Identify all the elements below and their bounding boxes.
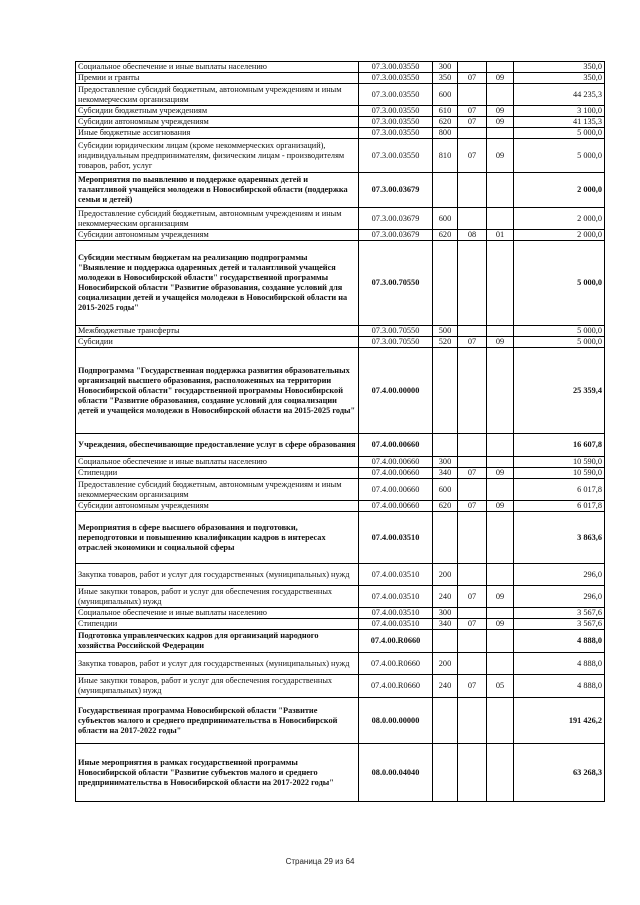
cell-code: 07.3.00.03550 bbox=[359, 139, 433, 173]
cell-section bbox=[458, 241, 487, 326]
cell-expense-type: 240 bbox=[433, 675, 458, 698]
cell-expense-type: 300 bbox=[433, 608, 458, 619]
cell-subsection bbox=[487, 173, 514, 208]
cell-name: Социальное обеспечение и иные выплаты населению bbox=[76, 457, 359, 468]
cell-code: 07.4.00.00660 bbox=[359, 479, 433, 501]
cell-expense-type: 600 bbox=[433, 479, 458, 501]
cell-subsection bbox=[487, 348, 514, 434]
table-row bbox=[76, 139, 605, 173]
cell-name: Иные закупки товаров, работ и услуг для обеспечения государственных (муниципальных) нужд bbox=[76, 586, 359, 608]
cell-name: Государственная программа Новосибирской области "Развитие субъектов малого и среднего предпринимательства в Новосибирской области на 2017-2022 годы" bbox=[76, 698, 359, 744]
cell-name: Социальное обеспечение и иные выплаты населению bbox=[76, 608, 359, 619]
cell-section: 07 bbox=[458, 675, 487, 698]
table-row bbox=[76, 84, 605, 106]
cell-subsection: 05 bbox=[487, 675, 514, 698]
table-row bbox=[76, 326, 605, 337]
cell-code: 07.3.00.03550 bbox=[359, 62, 433, 73]
cell-section: 07 bbox=[458, 468, 487, 479]
cell-section bbox=[458, 479, 487, 501]
table-row bbox=[76, 62, 605, 73]
table-row bbox=[76, 512, 605, 564]
cell-name: Предоставление субсидий бюджетным, автономным учреждениям и иным некоммерческим организациям bbox=[76, 479, 359, 501]
cell-name: Иные бюджетные ассигнования bbox=[76, 128, 359, 139]
cell-subsection bbox=[487, 434, 514, 457]
cell-name: Субсидии местным бюджетам на реализацию подпрограммы "Выявление и поддержка одаренных детей и талантливой учащейся молодежи в Новосибирской области" государственной программы Новосибирской области "Развитие образования, создание условий для социализации детей и учащейся молодежи в Новосибирской области на 2015-2025 годы" bbox=[76, 241, 359, 326]
cell-expense-type: 610 bbox=[433, 106, 458, 117]
table-row bbox=[76, 117, 605, 128]
cell-name: Закупка товаров, работ и услуг для государственных (муниципальных) нужд bbox=[76, 564, 359, 586]
cell-amount: 5 000,0 bbox=[514, 337, 605, 348]
cell-amount: 350,0 bbox=[514, 73, 605, 84]
cell-amount: 191 426,2 bbox=[514, 698, 605, 744]
cell-code: 07.3.00.03679 bbox=[359, 230, 433, 241]
cell-section bbox=[458, 173, 487, 208]
cell-code: 07.3.00.03679 bbox=[359, 173, 433, 208]
table-row bbox=[76, 744, 605, 802]
cell-amount: 6 017,8 bbox=[514, 501, 605, 512]
cell-name: Субсидии юридическим лицам (кроме некоммерческих организаций), индивидуальным предпринимателям, физическим лицам - производителям товаров, работ, услуг bbox=[76, 139, 359, 173]
cell-name: Субсидии автономным учреждениям bbox=[76, 501, 359, 512]
table-row bbox=[76, 128, 605, 139]
cell-section bbox=[458, 653, 487, 675]
cell-subsection: 09 bbox=[487, 73, 514, 84]
table-row bbox=[76, 675, 605, 698]
cell-subsection: 09 bbox=[487, 501, 514, 512]
cell-subsection bbox=[487, 457, 514, 468]
table-row bbox=[76, 564, 605, 586]
cell-subsection bbox=[487, 128, 514, 139]
cell-subsection bbox=[487, 698, 514, 744]
cell-subsection: 09 bbox=[487, 337, 514, 348]
cell-amount: 25 359,4 bbox=[514, 348, 605, 434]
cell-expense-type: 810 bbox=[433, 139, 458, 173]
cell-section: 07 bbox=[458, 106, 487, 117]
cell-expense-type: 620 bbox=[433, 501, 458, 512]
cell-expense-type: 300 bbox=[433, 62, 458, 73]
cell-expense-type: 340 bbox=[433, 619, 458, 630]
table-row bbox=[76, 619, 605, 630]
table-row bbox=[76, 241, 605, 326]
cell-amount: 16 607,8 bbox=[514, 434, 605, 457]
table-row bbox=[76, 230, 605, 241]
cell-expense-type bbox=[433, 630, 458, 653]
cell-section bbox=[458, 84, 487, 106]
cell-amount: 6 017,8 bbox=[514, 479, 605, 501]
cell-section: 07 bbox=[458, 117, 487, 128]
cell-code: 07.3.00.70550 bbox=[359, 337, 433, 348]
table-row bbox=[76, 73, 605, 84]
cell-subsection bbox=[487, 326, 514, 337]
cell-name: Предоставление субсидий бюджетным, автономным учреждениям и иным некоммерческим организациям bbox=[76, 208, 359, 230]
cell-name: Премии и гранты bbox=[76, 73, 359, 84]
cell-expense-type bbox=[433, 434, 458, 457]
cell-amount: 5 000,0 bbox=[514, 241, 605, 326]
cell-name: Субсидии автономным учреждениям bbox=[76, 230, 359, 241]
page-footer: Страница 29 из 64 bbox=[285, 857, 355, 866]
cell-name: Мероприятия по выявлению и поддержке одаренных детей и талантливой учащейся молодежи в Новосибирской области (поддержка семьи и детей) bbox=[76, 173, 359, 208]
cell-amount: 10 590,0 bbox=[514, 457, 605, 468]
cell-expense-type bbox=[433, 173, 458, 208]
cell-code: 07.4.00.R0660 bbox=[359, 675, 433, 698]
cell-amount: 4 888,0 bbox=[514, 653, 605, 675]
table-row bbox=[76, 608, 605, 619]
cell-name: Субсидии bbox=[76, 337, 359, 348]
cell-subsection: 01 bbox=[487, 230, 514, 241]
cell-name: Субсидии бюджетным учреждениям bbox=[76, 106, 359, 117]
table-row bbox=[76, 586, 605, 608]
cell-subsection bbox=[487, 653, 514, 675]
cell-section bbox=[458, 744, 487, 802]
cell-section: 07 bbox=[458, 619, 487, 630]
cell-amount: 44 235,3 bbox=[514, 84, 605, 106]
cell-code: 07.4.00.R0660 bbox=[359, 630, 433, 653]
cell-section bbox=[458, 512, 487, 564]
cell-section bbox=[458, 630, 487, 653]
cell-code: 07.3.00.03550 bbox=[359, 128, 433, 139]
cell-code: 07.4.00.03510 bbox=[359, 512, 433, 564]
table-row bbox=[76, 501, 605, 512]
cell-section bbox=[458, 698, 487, 744]
cell-amount: 3 567,6 bbox=[514, 608, 605, 619]
cell-code: 07.4.00.03510 bbox=[359, 608, 433, 619]
cell-section: 07 bbox=[458, 139, 487, 173]
cell-amount: 63 268,3 bbox=[514, 744, 605, 802]
cell-code: 07.3.00.03550 bbox=[359, 106, 433, 117]
cell-code: 07.4.00.00660 bbox=[359, 468, 433, 479]
cell-section bbox=[458, 62, 487, 73]
cell-code: 07.4.00.03510 bbox=[359, 564, 433, 586]
cell-expense-type: 200 bbox=[433, 564, 458, 586]
budget-table bbox=[75, 61, 605, 802]
cell-amount: 2 000,0 bbox=[514, 230, 605, 241]
cell-section bbox=[458, 208, 487, 230]
cell-code: 07.3.00.70550 bbox=[359, 241, 433, 326]
cell-subsection bbox=[487, 241, 514, 326]
cell-name: Межбюджетные трансферты bbox=[76, 326, 359, 337]
cell-amount: 350,0 bbox=[514, 62, 605, 73]
cell-name: Подпрограмма "Государственная поддержка развития образовательных организаций высшего образования, расположенных на территории Новосибирской области" государственной программы Новосибирской области "Развитие образования, создание условий для социализации детей и учащейся молодежи в Новосибирской области на 2015-2025 годы" bbox=[76, 348, 359, 434]
cell-subsection bbox=[487, 744, 514, 802]
cell-subsection bbox=[487, 62, 514, 73]
cell-expense-type: 600 bbox=[433, 84, 458, 106]
cell-subsection: 09 bbox=[487, 106, 514, 117]
cell-subsection bbox=[487, 608, 514, 619]
cell-expense-type: 200 bbox=[433, 653, 458, 675]
cell-expense-type: 620 bbox=[433, 117, 458, 128]
table-row bbox=[76, 106, 605, 117]
cell-subsection: 09 bbox=[487, 117, 514, 128]
cell-amount: 4 888,0 bbox=[514, 630, 605, 653]
cell-expense-type: 600 bbox=[433, 208, 458, 230]
cell-expense-type: 340 bbox=[433, 468, 458, 479]
cell-code: 07.3.00.70550 bbox=[359, 326, 433, 337]
cell-code: 07.4.00.00660 bbox=[359, 501, 433, 512]
table-row bbox=[76, 434, 605, 457]
cell-expense-type: 500 bbox=[433, 326, 458, 337]
cell-expense-type: 620 bbox=[433, 230, 458, 241]
cell-amount: 2 000,0 bbox=[514, 173, 605, 208]
table-row bbox=[76, 468, 605, 479]
cell-section: 07 bbox=[458, 586, 487, 608]
cell-subsection: 09 bbox=[487, 139, 514, 173]
table-row bbox=[76, 457, 605, 468]
cell-expense-type bbox=[433, 512, 458, 564]
cell-subsection bbox=[487, 84, 514, 106]
cell-subsection bbox=[487, 630, 514, 653]
cell-code: 07.4.00.R0660 bbox=[359, 653, 433, 675]
table-row bbox=[76, 653, 605, 675]
cell-name: Иные закупки товаров, работ и услуг для обеспечения государственных (муниципальных) нужд bbox=[76, 675, 359, 698]
table-row bbox=[76, 698, 605, 744]
cell-code: 07.3.00.03679 bbox=[359, 208, 433, 230]
cell-subsection: 09 bbox=[487, 586, 514, 608]
table-row bbox=[76, 208, 605, 230]
cell-expense-type: 800 bbox=[433, 128, 458, 139]
cell-expense-type: 350 bbox=[433, 73, 458, 84]
cell-section: 08 bbox=[458, 230, 487, 241]
cell-code: 08.0.00.00000 bbox=[359, 698, 433, 744]
cell-expense-type bbox=[433, 698, 458, 744]
cell-name: Стипендии bbox=[76, 468, 359, 479]
cell-name: Социальное обеспечение и иные выплаты населению bbox=[76, 62, 359, 73]
cell-section bbox=[458, 326, 487, 337]
table-row bbox=[76, 337, 605, 348]
cell-subsection: 09 bbox=[487, 619, 514, 630]
cell-amount: 4 888,0 bbox=[514, 675, 605, 698]
cell-amount: 3 100,0 bbox=[514, 106, 605, 117]
cell-section bbox=[458, 608, 487, 619]
cell-amount: 3 863,6 bbox=[514, 512, 605, 564]
cell-amount: 5 000,0 bbox=[514, 128, 605, 139]
cell-section bbox=[458, 128, 487, 139]
cell-amount: 10 590,0 bbox=[514, 468, 605, 479]
cell-code: 07.4.00.03510 bbox=[359, 586, 433, 608]
cell-code: 07.3.00.03550 bbox=[359, 84, 433, 106]
cell-code: 07.3.00.03550 bbox=[359, 117, 433, 128]
cell-amount: 5 000,0 bbox=[514, 326, 605, 337]
table-row bbox=[76, 348, 605, 434]
table-row bbox=[76, 173, 605, 208]
cell-section bbox=[458, 348, 487, 434]
table-row bbox=[76, 479, 605, 501]
cell-subsection bbox=[487, 512, 514, 564]
cell-name: Предоставление субсидий бюджетным, автономным учреждениям и иным некоммерческим организациям bbox=[76, 84, 359, 106]
cell-section: 07 bbox=[458, 501, 487, 512]
cell-amount: 296,0 bbox=[514, 564, 605, 586]
cell-amount: 3 567,6 bbox=[514, 619, 605, 630]
table-body bbox=[76, 62, 605, 802]
cell-amount: 41 135,3 bbox=[514, 117, 605, 128]
cell-name: Учреждения, обеспечивающие предоставление услуг в сфере образования bbox=[76, 434, 359, 457]
cell-subsection bbox=[487, 564, 514, 586]
cell-section bbox=[458, 434, 487, 457]
cell-subsection bbox=[487, 479, 514, 501]
cell-name: Закупка товаров, работ и услуг для государственных (муниципальных) нужд bbox=[76, 653, 359, 675]
cell-section: 07 bbox=[458, 337, 487, 348]
cell-code: 07.4.00.03510 bbox=[359, 619, 433, 630]
cell-expense-type: 300 bbox=[433, 457, 458, 468]
cell-subsection: 09 bbox=[487, 468, 514, 479]
cell-name: Подготовка управленческих кадров для организаций народного хозяйства Российской Федерации bbox=[76, 630, 359, 653]
cell-amount: 296,0 bbox=[514, 586, 605, 608]
cell-expense-type bbox=[433, 744, 458, 802]
cell-amount: 2 000,0 bbox=[514, 208, 605, 230]
cell-expense-type: 240 bbox=[433, 586, 458, 608]
cell-code: 07.4.00.00660 bbox=[359, 434, 433, 457]
cell-code: 08.0.00.04040 bbox=[359, 744, 433, 802]
cell-expense-type: 520 bbox=[433, 337, 458, 348]
table-row bbox=[76, 630, 605, 653]
cell-expense-type bbox=[433, 241, 458, 326]
cell-section bbox=[458, 457, 487, 468]
cell-code: 07.4.00.00660 bbox=[359, 457, 433, 468]
cell-section: 07 bbox=[458, 73, 487, 84]
cell-name: Мероприятия в сфере высшего образования и подготовки, переподготовки и повышению квалификации кадров в интересах отраслей экономики и социальной сферы bbox=[76, 512, 359, 564]
cell-code: 07.3.00.03550 bbox=[359, 73, 433, 84]
cell-section bbox=[458, 564, 487, 586]
cell-subsection bbox=[487, 208, 514, 230]
cell-name: Стипендии bbox=[76, 619, 359, 630]
cell-code: 07.4.00.00000 bbox=[359, 348, 433, 434]
cell-expense-type bbox=[433, 348, 458, 434]
cell-amount: 5 000,0 bbox=[514, 139, 605, 173]
cell-name: Субсидии автономным учреждениям bbox=[76, 117, 359, 128]
cell-name: Иные мероприятия в рамках государственной программы Новосибирской области "Развитие субъектов малого и среднего предпринимательства в Новосибирской области на 2017-2022 годы" bbox=[76, 744, 359, 802]
